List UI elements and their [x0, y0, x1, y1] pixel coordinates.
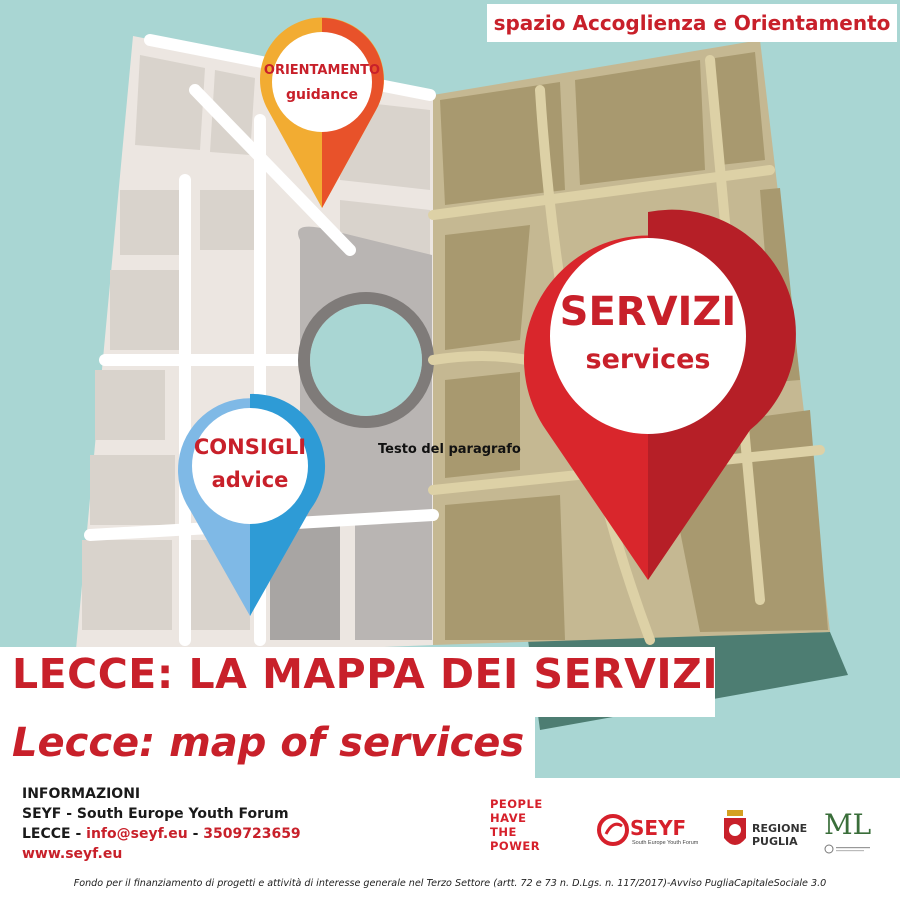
- regione-shield-icon: [722, 810, 748, 852]
- website-link[interactable]: www.seyf.eu: [22, 846, 123, 862]
- seyf-circle-icon: [596, 812, 632, 848]
- info-block: [22, 784, 301, 864]
- seyf-logo: SEYF South Europe Youth Forum: [596, 812, 716, 852]
- funding-note: Fondo per il finanziamento di progetti e attività di interesse generale nel Terzo Settore (artt. 72 e 73 n. D.Lgs. n. 117/2017)-Avviso PugliaCapitaleSociale 3.0: [73, 878, 827, 889]
- subtitle: Lecce: map of services: [12, 720, 525, 766]
- servizi-label: SERVIZI: [559, 289, 737, 335]
- paragraph-text: Testo del paragrafo: [378, 442, 521, 457]
- ministero-emblem-icon: [824, 844, 872, 854]
- info-org: SEYF - South Europe Youth Forum: [22, 806, 289, 822]
- ministero-lavoro-logo: ML: [822, 808, 874, 856]
- regione-puglia-logo: REGIONE PUGLIA: [722, 810, 812, 854]
- main-title: LECCE: LA MAPPA DEI SERVIZI: [12, 650, 719, 698]
- phone-link[interactable]: 3509723659: [203, 826, 301, 842]
- guidance-label: guidance: [285, 87, 359, 103]
- people-have-the-power-logo: PEOPLE HAVE THE POWER: [490, 797, 543, 853]
- advice-label: advice: [211, 468, 289, 492]
- services-label: services: [585, 344, 711, 375]
- orientamento-label: ORIENTAMENTO: [263, 63, 381, 78]
- email-link[interactable]: info@seyf.eu: [86, 826, 188, 842]
- top-banner: spazio Accoglienza e Orientamento: [487, 4, 897, 42]
- consigli-label: CONSIGLI: [193, 435, 307, 459]
- info-heading: INFORMAZIONI: [22, 786, 141, 802]
- info-contact: LECCE - info@seyf.eu - 3509723659: [22, 826, 301, 842]
